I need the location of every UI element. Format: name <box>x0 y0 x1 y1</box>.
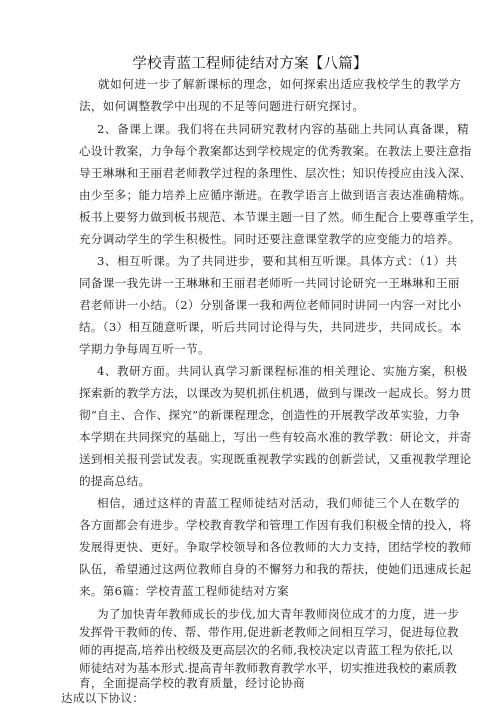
text-line: 送到相关报刊尝试发表。实现既重视教学实践的创新尝试，又重视教学理论 <box>79 452 472 466</box>
text-line: 发挥骨干教师的传、帮、带作用,促进新老教师之间相互学习，促进每位教 <box>79 625 459 639</box>
text-line: 4、教研方面。共同认真学习新课程标准的相关理论、实施方案，积极 <box>97 364 468 378</box>
text-line: 相信，通过这样的青蓝工程师徒结对活动，我们师徒三个人在数学的 <box>97 496 460 510</box>
text-line: 心设计教案，力争每个教案都达到学校规定的优秀教案。在教法上要注意指 <box>79 144 472 158</box>
text-line: 君老师讲一小结。（2）分别备课一我和两位老师同时讲同一内容一对比小 <box>79 298 462 312</box>
text-line: 育，全面提高学校的教育质量，经讨论协商 <box>79 676 305 690</box>
text-line: 3、相互听课。为了共同进步，要和其相互听课。具体方式：（1）共 <box>97 254 458 268</box>
text-line: 的提高总结。 <box>79 474 151 488</box>
text-line: 达成以下协议： <box>61 691 145 705</box>
page-title: 学校青蓝工程师徒结对方案【八篇】 <box>132 56 368 72</box>
text-line: 各方面都会有进步。学校教育教学和管理工作因有我们积极全情的投入，将 <box>79 518 472 532</box>
text-line: 师徒结对为基本形式.提高青年教师教育教学水平，切实推进我校的素质教 <box>79 661 457 675</box>
text-line: 由少至多；能力培养上应循序渐进。在教学语言上做到语言表达准确精炼。 <box>79 188 472 202</box>
text-line: 法，如何调整教学中出现的不足等问题进行研究探讨。 <box>79 99 365 113</box>
text-line: 彻“自主、合作、探究”的新课程理念，创造性的开展教学改革实验，力争 <box>79 408 461 422</box>
text-line: 学期力争每周互听一节。 <box>79 342 210 356</box>
text-line: 本学期在共同探究的基础上，写出一些有较高水准的教学教：研论文，并寄 <box>79 430 472 444</box>
text-line: 发展得更快、更好。争取学校领导和各位教师的大力支持，团结学校的教师 <box>79 540 472 554</box>
text-line: 板书上要努力做到板书规范、本节课主题一目了然。师生配合上要尊重学生， <box>79 210 482 224</box>
text-line: 结。（3）相互随意听课，听后共同讨论得与失，共同进步，共同成长。本 <box>79 320 462 334</box>
text-line: 来。第6篇：学校青蓝工程师徒结对方案 <box>79 584 289 598</box>
text-line: 2、备课上课。我们将在共同研究教材内容的基础上共同认真备课，精 <box>97 122 470 136</box>
text-line: 为了加快青年教师成长的步伐,加大青年教师岗位成才的力度，进一步 <box>97 607 460 621</box>
text-line: 探索新的教学方法，以课改为契机抓住机遇，做到与课改一起成长。努力贯 <box>79 386 472 400</box>
text-line: 就如何进一步了解新课标的理念，如何探索出适应我校学生的教学方 <box>98 77 462 91</box>
text-line: 队伍，希望通过这两位教师自身的不懈努力和我的帮扶，使她们迅速成长起 <box>79 562 472 576</box>
text-line: 充分调动学生的学生积极性。同时还要注意课堂教学的应变能力的培养。 <box>79 232 460 246</box>
text-line: 师的再提高,培养出校级及更高层次的名师,我校决定以青蓝工程为依托,以 <box>79 643 453 657</box>
text-line: 同备课一我先讲一王琳琳和王丽君老师听一共同讨论研究一王琳琳和王丽 <box>79 276 460 290</box>
text-line: 导王琳琳和王丽君老师教学过程的条理性、层次性；知识传授应由浅入深、 <box>79 166 472 180</box>
